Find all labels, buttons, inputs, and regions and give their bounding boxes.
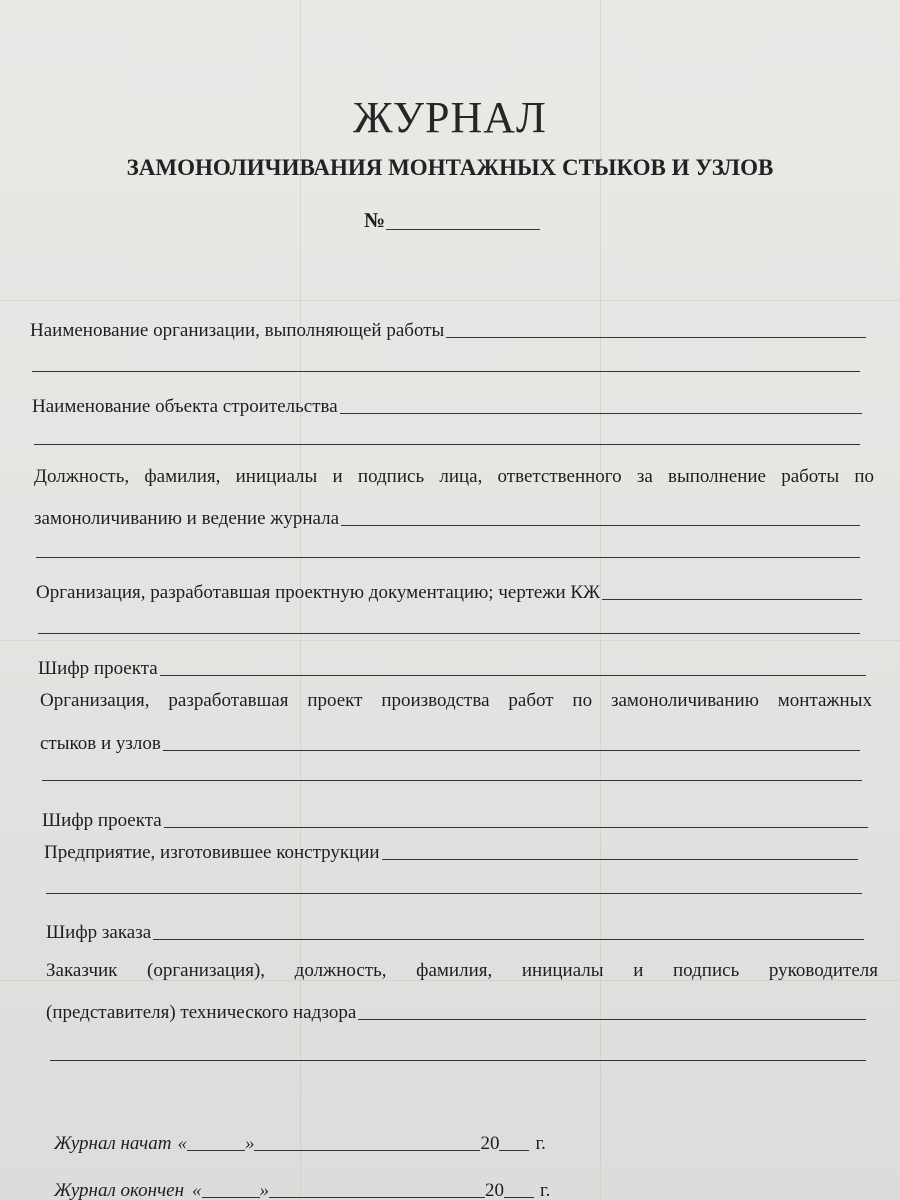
ppr-org-field-2[interactable] [42, 780, 862, 781]
close-quote: » [259, 1180, 269, 1200]
customer-row [46, 1002, 866, 1024]
journal-started-label: Журнал начат [54, 1133, 172, 1154]
design-org-label: Организация, разработавшая проектную документацию; чертежи КЖ [36, 582, 601, 603]
org-performing-row [30, 320, 866, 342]
project-code-1-row [38, 658, 866, 680]
manufacturer-label: Предприятие, изготовившее конструкции [44, 842, 380, 863]
project-code-2-field[interactable] [164, 826, 868, 828]
journal-ended-row [54, 1180, 550, 1200]
org-performing-field-2[interactable] [32, 371, 860, 372]
org-performing-field[interactable] [446, 336, 866, 338]
page-subtitle: ЗАМОНОЛИЧИВАНИЯ МОНТАЖНЫХ СТЫКОВ И УЗЛОВ [126, 155, 774, 180]
open-quote: « [192, 1180, 202, 1200]
year-prefix: 20 [480, 1133, 500, 1154]
responsible-field-2[interactable] [36, 557, 860, 558]
journal-started-row [54, 1133, 546, 1155]
grid-line [0, 300, 900, 301]
design-org-row [36, 582, 862, 604]
open-quote: « [177, 1133, 187, 1154]
object-name-label: Наименование объекта строительства [32, 396, 338, 417]
close-quote: » [244, 1133, 255, 1154]
project-code-2-row [42, 810, 868, 832]
journal-number-field[interactable] [386, 229, 540, 230]
customer-field-2[interactable] [50, 1060, 866, 1061]
object-name-field[interactable] [340, 412, 862, 414]
ppr-org-row [40, 733, 860, 755]
journal-started-year-field[interactable] [499, 1149, 529, 1151]
ppr-org-label-line2: стыков и узлов [40, 733, 161, 754]
year-suffix: г. [540, 1180, 551, 1200]
manufacturer-field[interactable] [382, 858, 858, 860]
customer-field[interactable] [358, 1018, 866, 1020]
journal-started-month-field[interactable] [254, 1149, 480, 1151]
object-name-field-2[interactable] [34, 444, 860, 445]
project-code-1-label: Шифр проекта [38, 658, 158, 679]
year-prefix: 20 [485, 1180, 504, 1200]
project-code-1-field[interactable] [160, 674, 866, 676]
journal-started-day-field[interactable] [187, 1149, 245, 1151]
journal-number-label: № [364, 208, 386, 232]
object-name-row [32, 396, 862, 418]
ppr-org-field[interactable] [163, 749, 860, 751]
journal-ended-year-field[interactable] [504, 1196, 534, 1198]
grid-line [0, 640, 900, 641]
year-suffix: г. [535, 1133, 546, 1154]
manufacturer-row [44, 842, 858, 864]
manufacturer-field-2[interactable] [46, 893, 862, 894]
responsible-label-line1: Должность, фамилия, инициалы и подпись лица, ответственного за выполнение работы по [34, 466, 874, 487]
project-code-2-label: Шифр проекта [42, 810, 162, 831]
order-code-label: Шифр заказа [46, 922, 152, 943]
order-code-row [46, 922, 864, 944]
journal-ended-day-field[interactable] [202, 1196, 260, 1198]
responsible-field[interactable] [341, 524, 860, 526]
customer-label-line2: (представителя) технического надзора [46, 1002, 357, 1023]
responsible-row [34, 508, 860, 530]
org-performing-label: Наименование организации, выполняющей работы [30, 320, 445, 341]
page-title: ЖУРНАЛ [353, 93, 547, 142]
journal-ended-label: Журнал окончен [54, 1180, 184, 1200]
ppr-org-label-line1: Организация, разработавшая проект производства работ по замоноличиванию монтажных [40, 690, 872, 711]
responsible-label-line2: замоноличиванию и ведение журнала [34, 508, 340, 529]
customer-label-line1: Заказчик (организация), должность, фамилия, инициалы и подпись руководителя [46, 960, 878, 981]
order-code-field[interactable] [153, 938, 864, 940]
journal-ended-month-field[interactable] [269, 1196, 485, 1198]
design-org-field[interactable] [602, 598, 862, 600]
design-org-field-2[interactable] [38, 633, 860, 634]
